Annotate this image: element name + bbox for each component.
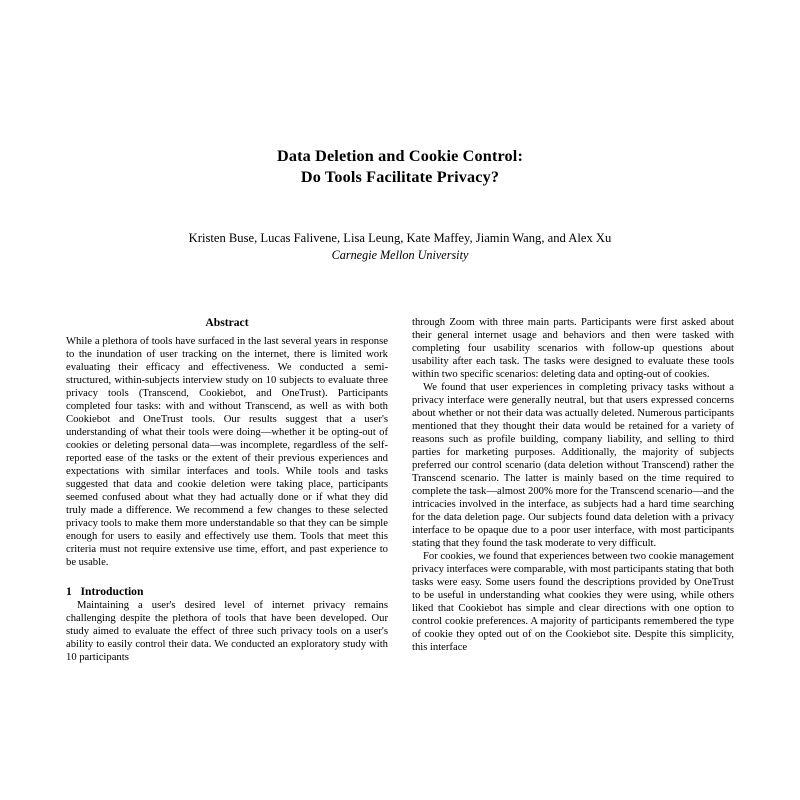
two-column-body — [66, 316, 734, 664]
author-list: Kristen Buse, Lucas Falivene, Lisa Leung, Kate Maffey, Jiamin Wang, and Alex Xu — [188, 231, 612, 245]
authors-block — [0, 230, 800, 263]
left-column — [66, 316, 388, 664]
right-paragraph-3: For cookies, we found that experiences between two cookie management privacy interfaces were comparable, with most participants stating that both tasks were easy. Some users found the descriptions provided by OneTrust to be useful in understanding what cookies they were using, while others liked that Cookiebot has simple and clear directions with one option to control cookie preferences. A majority of participants remembered the type of cookie they opted out of on the Cookiebot site. Despite this simplicity, this interface — [412, 551, 734, 654]
section-heading-introduction — [66, 584, 388, 599]
introduction-paragraph: Maintaining a user's desired level of internet privacy remains challenging despite the plethora of tools that have been developed. Our study aimed to evaluate the effect of three such privacy tools on a user's ability to easily control their data. We conducted an exploratory study with 10 participants — [66, 600, 388, 664]
right-paragraph-1: through Zoom with three main parts. Participants were first asked about their general internet usage and behaviors and then were tasked with completing four usability scenarios with follow-up questions about usability after each task. The tasks were designed to evaluate these tools within two specific scenarios: deleting data and opting-out of cookies. — [412, 317, 734, 381]
affiliation: Carnegie Mellon University — [331, 248, 469, 262]
title-block — [0, 0, 800, 187]
page-title-line-1: Data Deletion and Cookie Control: — [276, 147, 524, 165]
section-title: Introduction — [80, 585, 144, 599]
page-title-line-2: Do Tools Facilitate Privacy? — [300, 167, 500, 186]
right-paragraph-2: We found that user experiences in completing privacy tasks without a privacy interface were generally neutral, but that users expressed concerns about whether or not their data was actually deleted. Numerous participants mentioned that they thought their data would be retained for a variety of reasons such as profile building, company liability, and selling to third parties for marketing purposes. Additionally, the majority of subjects preferred our control scenario (data deletion without Transcend) rather the Transcend scenario. The latter is mainly based on the time required to complete the task—almost 200% more for the Transcend scenario—and the intricacies involved in the interface, as subjects had a hard time searching for the data deletion page. Our subjects found data deletion with a privacy interface to be opaque due to a poor user interface, with most participants stating that they found the task moderate to very difficult. — [412, 382, 734, 550]
page-title — [0, 146, 800, 187]
right-column — [412, 316, 734, 664]
abstract-heading: Abstract — [205, 316, 249, 329]
abstract-paragraph: While a plethora of tools have surfaced in the last several years in response to the inundation of user tracking on the internet, there is limited work evaluating their efficacy and effectiveness. We conducted a semi-structured, within-subjects interview study on 10 subjects to evaluate three privacy tools (Transcend, Cookiebot, and OneTrust). Participants completed four tasks: with and without Transcend, as well as with both Cookiebot and OneTrust tools. Our results suggest that a user's understanding of what their tools were doing—whether it be opting-out of cookies or deleting personal data—was incomplete, regardless of the self-reported ease of the tasks or the extent of their previous experiences and expectations with similar interfaces and tools. While tools and tasks suggested that data and cookie deletion were taking place, participants seemed confused about what they had actually done or if what they did truly made a difference. We recommend a few changes to these selected privacy tools to make them more understandable so that they can be simple enough for users to easily and effectively use them. Tools that meet this criteria must not require extensive use time, effort, and past experience to be usable. — [66, 336, 388, 569]
section-number: 1 — [66, 585, 72, 599]
